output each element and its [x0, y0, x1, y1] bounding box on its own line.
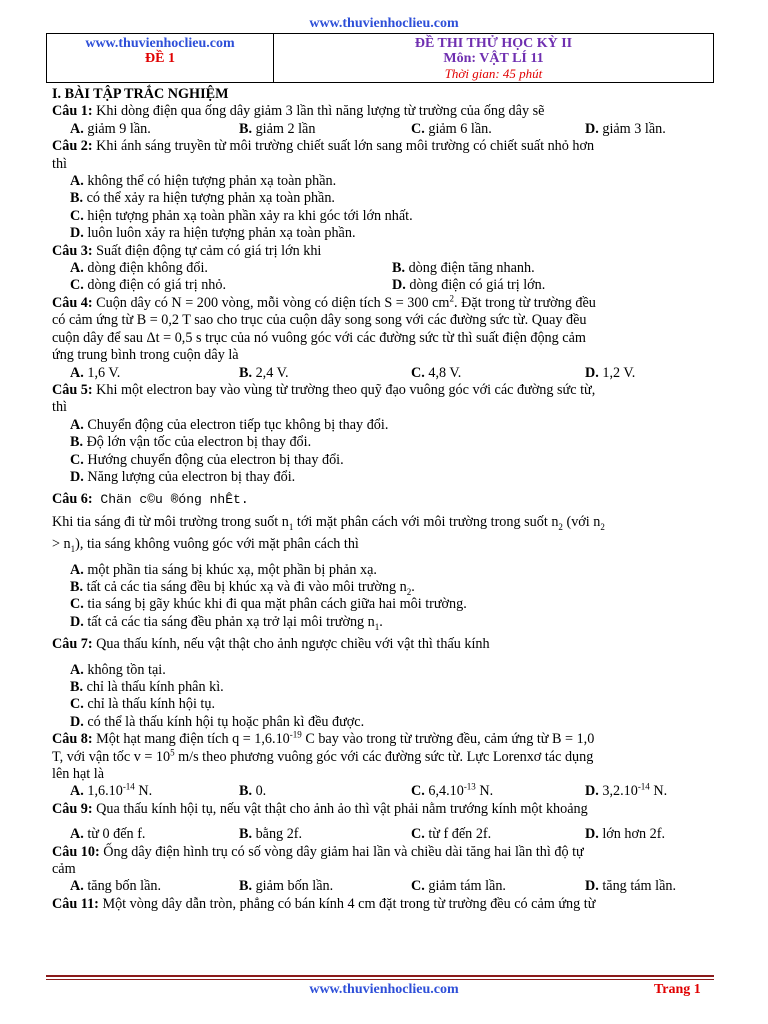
option-d: D. luôn luôn xảy ra hiện tượng phản xạ toàn phần. — [70, 225, 356, 242]
question-2-cont: thì — [52, 155, 67, 172]
question-4-cont: có cảm ứng từ B = 0,2 T sao cho trục của cuộn dây song song với các đường sức từ. Quay đều — [52, 312, 587, 329]
question-5-cont: thì — [52, 399, 67, 416]
option-a: A. 1,6 V. — [70, 364, 121, 381]
q-text: Khi dòng điện qua ống dây giảm 3 lần thì năng lượng từ trường của ống dây sẽ — [92, 103, 545, 120]
option-a: A. $1,6.10^{-14}$ N. — [70, 781, 153, 800]
option-b: B. có thể xảy ra hiện tượng phản xạ toàn phần. — [70, 190, 335, 207]
option-d: D. Năng lượng của electron bị thay đổi. — [70, 468, 296, 485]
question-3: Câu 3: Suất điện động tự cảm có giá trị lớn khi — [52, 242, 322, 259]
option-c: C. hiện tượng phản xạ toàn phần xảy ra khi góc tới lớn nhất. — [70, 207, 413, 224]
answers-1 — [52, 121, 716, 138]
answers-3-row2 — [52, 277, 716, 294]
question-8-cont: T, với vận tốc $v = 10^5$ m/s theo phương vuông góc với các đường sức từ. Lực Lorenxơ tác dụng — [52, 746, 594, 765]
q-label: Câu 1: — [52, 103, 93, 120]
option-b: B. giảm bốn lần. — [239, 878, 334, 895]
exam-header — [46, 33, 714, 83]
option-d: D. tất cả các tia sáng đều phản xạ trở lại môi trường $n_1$. — [70, 613, 383, 632]
answers-4 — [52, 365, 716, 382]
answers-9 — [52, 826, 716, 843]
option-a: A. không tồn tại. — [70, 661, 166, 678]
question-10: Câu 10: Ống dây điện hình trụ có số vòng dây giảm hai lần và chiều dài tăng hai lần thì độ tự — [52, 843, 584, 860]
question-1 — [52, 103, 716, 120]
option-c: C. tia sáng bị gãy khúc khi đi qua mặt phân cách giữa hai môi trường. — [70, 596, 467, 613]
option-b: B. 0. — [239, 783, 267, 800]
page-number: Trang 1 — [654, 982, 701, 997]
question-6: Câu 6: Chän c©u ®óng nhÊt. — [52, 491, 249, 508]
question-4: Câu 4: Cuộn dây có N = 200 vòng, mỗi vòng có diện tích S = 300 $cm^2$. Đặt trong từ trường đều — [52, 293, 596, 311]
option-d: D. lớn hơn 2f. — [585, 826, 666, 843]
option-d: D. dòng điện có giá trị lớn. — [392, 277, 546, 294]
option-a: A. từ 0 đến f. — [70, 826, 146, 843]
question-2: Câu 2: Khi ánh sáng truyền từ môi trường chiết suất lớn sang môi trường có chiết suất nhỏ hơn — [52, 138, 595, 155]
header-right-cell — [274, 34, 714, 83]
option-b: B. bằng 2f. — [239, 826, 303, 843]
option-d: D. có thể là thấu kính hội tụ hoặc phân kì đều được. — [70, 713, 365, 730]
exam-title: ĐỀ THI THỬ HỌC KỲ II — [414, 36, 573, 51]
header-site-link[interactable]: www.thuvienhoclieu.com — [85, 36, 235, 51]
option-a: A. giảm 9 lần. — [70, 120, 151, 137]
option-a: A. không thể có hiện tượng phản xạ toàn phần. — [70, 173, 337, 190]
option-b: B. chỉ là thấu kính phân kì. — [70, 679, 224, 695]
option-b: B. giảm 2 lần — [239, 120, 316, 137]
option-d: D. 1,2 V. — [585, 364, 636, 381]
option-d: D. tăng tám lần. — [585, 878, 677, 895]
answers-3-row1 — [52, 260, 716, 277]
question-4-cont: ứng trung bình trong cuộn dây là — [52, 347, 239, 364]
option-c: C. dòng điện có giá trị nhỏ. — [70, 277, 227, 294]
question-6-line1: Khi tia sáng đi từ môi trường trong suốt $n_1$ tới mặt phân cách với môi trường trong suốt $n_2$ (với $n_2$ — [52, 513, 605, 532]
question-8: Câu 8: Một hạt mang điện tích $q = 1,6.10^{-19}$ C bay vào trong từ trường đều, cảm ứng từ B = 1,0 — [52, 729, 595, 748]
exam-code: ĐỀ 1 — [145, 51, 175, 66]
option-c: C. 4,8 V. — [411, 364, 462, 381]
question-5: Câu 5: Khi một electron bay vào vùng từ trường theo quỹ đạo vuông góc với các đường sức từ, — [52, 381, 596, 398]
option-c: C. $6,4.10^{-13}$ N. — [411, 781, 494, 800]
option-b: B. dòng điện tăng nhanh. — [392, 260, 535, 277]
option-a: A. dòng điện không đổi. — [70, 260, 208, 277]
option-b: B. tất cả các tia sáng đều bị khúc xạ và đi vào môi trường $n_2$. — [70, 578, 415, 597]
option-a: A. tăng bốn lần. — [70, 878, 162, 895]
question-9: Câu 9: Qua thấu kính hội tụ, nếu vật thật cho ảnh ảo thì vật phải nằm trướng kính một khoảng — [52, 800, 588, 817]
option-d: D. $3,2.10^{-14}$ N. — [585, 781, 668, 800]
question-10-cont: cảm — [52, 861, 76, 878]
footer-divider — [46, 975, 714, 977]
question-6-line2: > $n_1$), tia sáng không vuông góc với mặt phân cách thì — [52, 536, 359, 554]
exam-time: Thời gian: 45 phút — [444, 66, 543, 81]
header-left-cell — [47, 34, 274, 83]
option-a: A. Chuyển động của electron tiếp tục không bị thay đổi. — [70, 416, 389, 433]
option-c: C. giảm tám lần. — [411, 878, 506, 895]
option-b: B. Độ lớn vận tốc của electron bị thay đổi. — [70, 434, 312, 451]
footer-site-link[interactable]: www.thuvienhoclieu.com — [309, 982, 459, 997]
section-title: I. BÀI TẬP TRẮC NGHIỆM — [52, 86, 229, 102]
option-c: C. giảm 6 lần. — [411, 120, 492, 137]
footer-divider-thin — [46, 979, 714, 980]
answers-10 — [52, 878, 716, 895]
question-11: Câu 11: Một vòng dây dẫn tròn, phẳng có bán kính 4 cm đặt trong từ trường đều có cảm ứng từ — [52, 895, 596, 912]
exam-subject: Môn: VẬT LÍ 11 — [443, 51, 544, 66]
question-7: Câu 7: Qua thấu kính, nếu vật thật cho ảnh ngược chiều với vật thì thấu kính — [52, 636, 490, 653]
option-d: D. giảm 3 lần. — [585, 120, 666, 137]
option-c: C. từ f đến 2f. — [411, 826, 492, 843]
option-c: C. chỉ là thấu kính hội tụ. — [70, 696, 216, 713]
question-4-cont: cuộn dây để sau Δt = 0,5 s trục của nó vuông góc với các đường sức từ thì suất điện động cảm — [52, 329, 586, 346]
option-c: C. Hướng chuyển động của electron bị thay đổi. — [70, 451, 344, 468]
exam-content — [52, 86, 716, 913]
option-b: B. 2,4 V. — [239, 364, 289, 381]
question-8-cont: lên hạt là — [52, 766, 104, 783]
answers-8 — [52, 783, 716, 800]
top-site-link[interactable]: www.thuvienhoclieu.com — [309, 16, 459, 31]
option-a: A. một phần tia sáng bị khúc xạ, một phần bị phản xạ. — [70, 561, 377, 578]
